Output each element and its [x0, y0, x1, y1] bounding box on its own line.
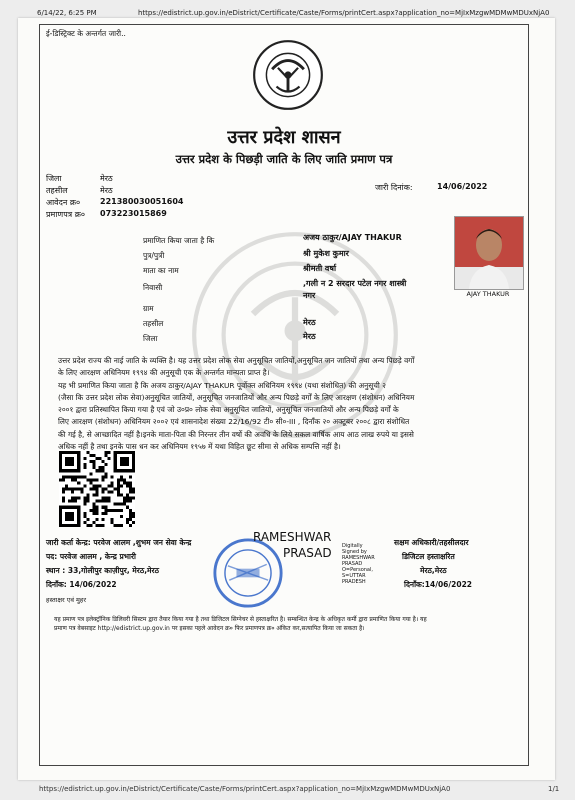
- certify-label: प्रमाणित किया जाता है कि: [143, 236, 215, 245]
- resident-label: निवासी: [143, 283, 163, 292]
- issuer-sign-label: हस्ताक्षर एवं मुहर: [46, 596, 87, 604]
- sig-meta-line: PRADESH: [342, 579, 366, 585]
- sig-meta-line: S=UTTAR: [342, 573, 366, 579]
- mother-label: माता का नाम: [143, 266, 179, 275]
- govt-heading: उत्तर प्रदेश शासन: [227, 127, 341, 148]
- qr-code: [59, 451, 135, 527]
- authority-title: सक्षम अधिकारी/तहसीलदार: [394, 538, 469, 547]
- father-name: श्री मुकेश कुमार: [303, 249, 349, 258]
- applicant-photo: [454, 216, 524, 290]
- body-line: लिए आरक्षण (संशोधन) अधिनियम २००२ एवं शासनादेश संख्या 22/16/92 टी० सी०-III , दिनाँक २० अक्टूबर २००८ द्वारा संशोधित: [58, 417, 410, 427]
- body-line: की गई है, से आच्छादित नहीं है।इनके माता-पिता की निरन्तर तीन वर्षो की अवधि के लिये सकल वार्षिक आय आठ लाख रुपये या इससे: [58, 429, 414, 439]
- body-line: यह भी प्रमाणित किया जाता है कि अजय ठाकुर/AJAY THAKUR पूर्वोक्त अधिनियम १९९४ (यथा संशोधित) की अनुसूची २: [58, 380, 387, 390]
- father-label: पुत्र/पुत्री: [143, 251, 165, 260]
- detail-value-application-no: 221380030051604: [100, 197, 184, 206]
- issue-date-label: जारी दिनांक:: [375, 183, 413, 192]
- photo-caption: AJAY THAKUR: [466, 290, 510, 298]
- detail-label-certificate-no: प्रमाणपत्र क्र०: [46, 210, 85, 219]
- issuer-center: जारी कर्ता केन्द्र: परवेज आलम ,शुभम जन सेवा केन्द्र: [46, 538, 192, 547]
- certificate-body: [58, 355, 524, 453]
- body-line: अधिक नहीं है तथा इनके पास धन कर अधिनियम १९५७ में यथा विहित छूट सीमा से अधिक सम्पत्ति नहीं है।: [58, 442, 341, 452]
- address-line2: नगर: [303, 291, 316, 300]
- tehsil-value: मेरठ: [303, 318, 316, 327]
- district-value: मेरठ: [303, 332, 316, 341]
- sig-meta-line: RAMESHWAR: [342, 555, 375, 561]
- sig-meta-line: Signed by: [342, 549, 367, 555]
- body-line: (जैसा कि उत्तर प्रदेश लोक सेवा)अनुसूचित जातियों, अनुसूचित जनजातियों और अन्य पिछड़े वर्गों के लिए आरक्षण (संशोधन) अधिनियम: [58, 392, 415, 402]
- certificate-title: उत्तर प्रदेश के पिछड़ी जाति के लिए जाति प्रमाण पत्र: [175, 152, 393, 166]
- digital-signer-name-line2: PRASAD: [283, 546, 332, 560]
- sig-meta-line: Digitally: [342, 543, 363, 549]
- digital-signer-name-line1: RAMESHWAR: [253, 530, 332, 544]
- body-line: उत्तर प्रदेश राज्य की नाई जाति के व्यक्ति है। यह उत्तर प्रदेश लोक सेवा अनुसूचित जातियों,अनुसूचित जन जातियों तथा अन्य पिछड़े वर्गों: [58, 356, 415, 365]
- tehsil-label: तहसील: [143, 319, 164, 328]
- body-line: २००१ द्वारा प्रतिस्थापित किया गया है एवं जो उ०प्र० लोक सेवा अनुसूचित जातियों, अनुसूचित जनजातियों और अन्य पिछड़े वर्गों के: [58, 405, 399, 415]
- address-line1: ,गली न 2 सरदार पटेल नगर शास्त्री: [303, 279, 407, 288]
- detail-value-district: मेरठ: [100, 174, 113, 183]
- print-page-number: 1/1: [548, 785, 560, 793]
- issuer-place: स्थान : 33,गोलीपुर काज़ीपुर, मेरठ,मेरठ: [46, 566, 159, 575]
- detail-label-district: जिला: [46, 174, 62, 183]
- issuer-designation: पद: परवेज आलम , केन्द्र प्रभारी: [46, 552, 136, 561]
- detail-label-tehsil: तहसील: [46, 186, 68, 195]
- authority-sign-note: डिजिटल हस्ताक्षरित: [402, 552, 455, 561]
- applicant-name: अजय ठाकुर/AJAY THAKUR: [303, 233, 402, 242]
- mother-name: श्रीमती वर्षा: [303, 264, 337, 273]
- district-label: जिला: [143, 334, 158, 343]
- disclaimer-line: यह प्रमाण पत्र इलेक्ट्रॉनिक डिलिवरी सिस्टम द्वारा तैयार किया गया है तथा डिजिटल सिग्नेचर से हस्ताक्षरित है। सम्बन्धित केन्द्र के अधिकृत कर्मी द्वारा प्रमाणित किया गया है। यह: [54, 616, 427, 623]
- body-line: के लिए आरक्षण अधिनियम १९९४ की अनुसूची एक के अन्तर्गत मान्यता प्राप्त है।: [58, 368, 270, 378]
- certificate: [39, 24, 529, 766]
- print-footer-url: https://edistrict.up.gov.in/eDistrict/Certificate/Caste/Forms/printCert.aspx?application_no=MjIxMzgwMDMwMDUxNjA0: [39, 785, 451, 793]
- issue-date: 14/06/2022: [437, 182, 488, 191]
- digital-signature-details: [342, 543, 375, 585]
- sig-meta-line: PRASAD: [342, 561, 363, 567]
- detail-value-certificate-no: 073223015869: [100, 209, 167, 218]
- authority-place: मेरठ,मेरठ: [420, 566, 447, 575]
- issued-under-note: ई-डिस्ट्रिक्ट के अन्तर्गत जारी..: [46, 29, 126, 38]
- village-label: ग्राम: [143, 304, 154, 313]
- detail-value-tehsil: मेरठ: [100, 186, 113, 195]
- issuer-date: दिनाँक: 14/06/2022: [46, 580, 117, 589]
- print-datetime: 6/14/22, 6:25 PM: [37, 9, 97, 17]
- official-stamp-icon: [212, 537, 284, 609]
- authority-date: दिनाँक:14/06/2022: [404, 580, 473, 589]
- up-govt-emblem-icon: [252, 39, 324, 111]
- sig-meta-line: O=Personal,: [342, 567, 373, 573]
- detail-label-application-no: आवेदन क्र०: [46, 198, 81, 207]
- disclaimer-line: प्रमाण पत्र वेबसाइट http://edistrict.up.gov.in पर इसका पहले आवेदन क्र० फिर प्रमाणपत्र क्र० अंकित कर,सत्यापित किया जा सकता है।: [54, 624, 365, 632]
- verification-disclaimer: [54, 616, 526, 633]
- print-url: https://edistrict.up.gov.in/eDistrict/Certificate/Caste/Forms/printCert.aspx?application_no=MjIxMzgwMDMwMDUxNjA0: [138, 9, 550, 17]
